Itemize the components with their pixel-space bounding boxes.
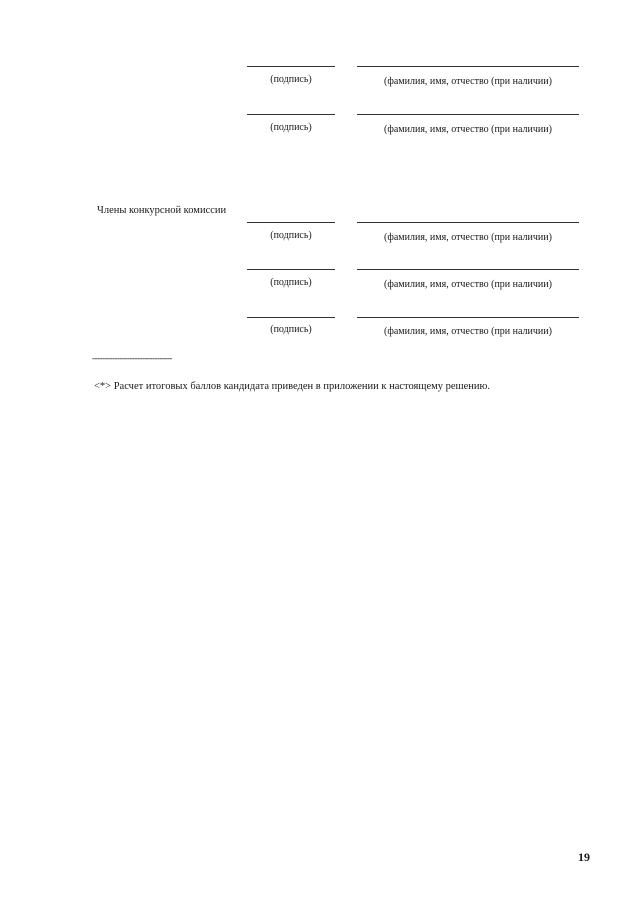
name-caption-5: (фамилия, имя, отчество (при наличии): [384, 326, 552, 337]
signature-caption-1: (подпись): [270, 74, 312, 85]
name-line-4: [357, 269, 579, 270]
name-caption-2: (фамилия, имя, отчество (при наличии): [384, 124, 552, 135]
name-line-5: [357, 317, 579, 318]
name-caption-1: (фамилия, имя, отчество (при наличии): [384, 76, 552, 87]
members-label: Члены конкурсной комиссии: [97, 205, 227, 216]
footnote-separator: --------------------------------: [92, 353, 172, 363]
signature-caption-5: (подпись): [270, 324, 312, 335]
name-caption-3: (фамилия, имя, отчество (при наличии): [384, 232, 552, 243]
name-line-1: [357, 66, 579, 67]
signature-line-5: [247, 317, 335, 318]
name-line-2: [357, 114, 579, 115]
signature-caption-4: (подпись): [270, 277, 312, 288]
name-caption-4: (фамилия, имя, отчество (при наличии): [384, 279, 552, 290]
signature-line-3: [247, 222, 335, 223]
signature-line-2: [247, 114, 335, 115]
signature-line-4: [247, 269, 335, 270]
footnote-text: <*> Расчет итоговых баллов кандидата приведен в приложении к настоящему решению.: [94, 381, 490, 392]
signature-caption-2: (подпись): [270, 122, 312, 133]
page-number: 19: [578, 850, 590, 864]
name-line-3: [357, 222, 579, 223]
signature-caption-3: (подпись): [270, 230, 312, 241]
signature-line-1: [247, 66, 335, 67]
